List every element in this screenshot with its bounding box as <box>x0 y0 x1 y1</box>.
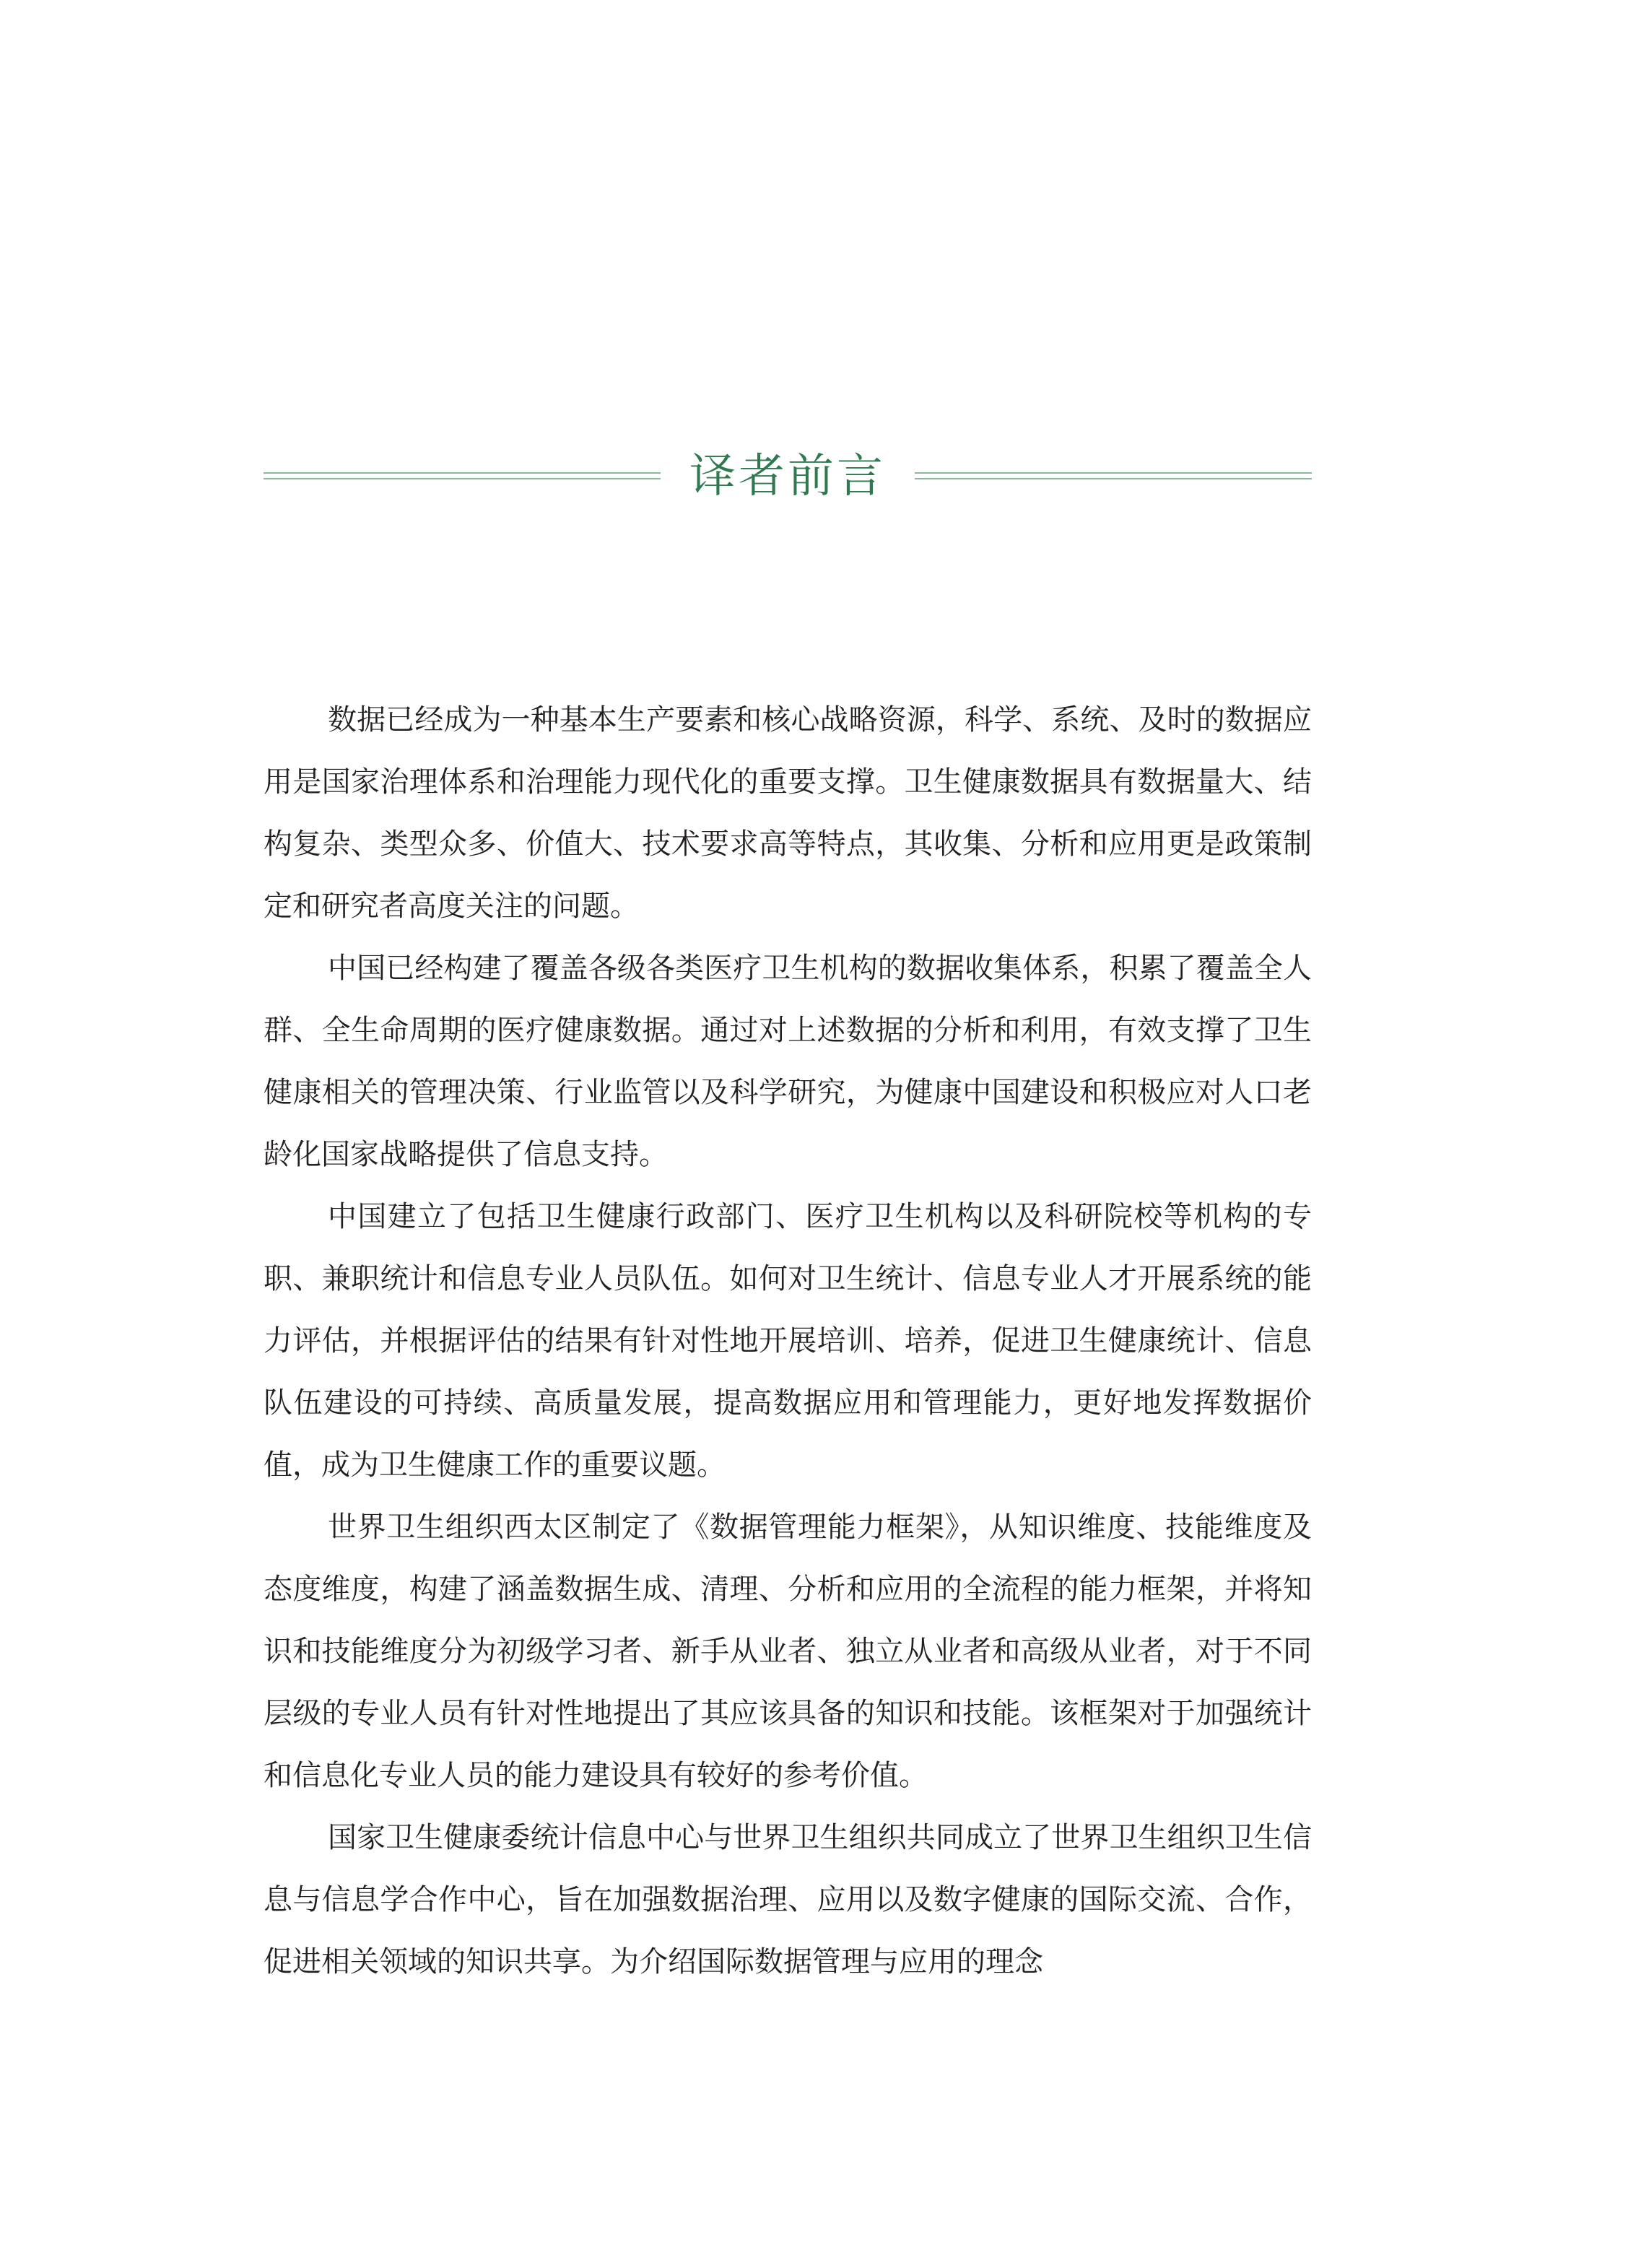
section-heading <box>264 440 1312 513</box>
paragraph-2: 中国已经构建了覆盖各级各类医疗卫生机构的数据收集体系，积累了覆盖全人群、全生命周期的医疗健康数据。通过对上述数据的分析和利用，有效支撑了卫生健康相关的管理决策、行业监管以及科学研究，为健康中国建设和积极应对人口老龄化国家战略提供了信息支持。 <box>264 952 1312 1171</box>
page-title: 译者前言 <box>689 450 886 503</box>
paragraph-1: 数据已经成为一种基本生产要素和核心战略资源，科学、系统、及时的数据应用是国家治理体系和治理能力现代化的重要支撑。卫生健康数据具有数据量大、结构复杂、类型众多、价值大、技术要求高等特点，其收集、分析和应用更是政策制定和研究者高度关注的问题。 <box>264 703 1312 923</box>
body-text <box>264 689 1312 1993</box>
paragraph-3: 中国建立了包括卫生健康行政部门、医疗卫生机构以及科研院校等机构的专职、兼职统计和信息专业人员队伍。如何对卫生统计、信息专业人才开展系统的能力评估，并根据评估的结果有针对性地开展培训、培养，促进卫生健康统计、信息队伍建设的可持续、高质量发展，提高数据应用和管理能力，更好地发挥数据价值，成为卫生健康工作的重要议题。 <box>264 1200 1312 1482</box>
heading-rule-right <box>915 472 1312 479</box>
paragraph-5: 国家卫生健康委统计信息中心与世界卫生组织共同成立了世界卫生组织卫生信息与信息学合作中心，旨在加强数据治理、应用以及数字健康的国际交流、合作，促进相关领域的知识共享。为介绍国际数据管理与应用的理念 <box>264 1821 1312 1978</box>
heading-rule-left <box>264 472 661 479</box>
paragraph-4: 世界卫生组织西太区制定了《数据管理能力框架》，从知识维度、技能维度及态度维度，构建了涵盖数据生成、清理、分析和应用的全流程的能力框架，并将知识和技能维度分为初级学习者、新手从业者、独立从业者和高级从业者，对于不同层级的专业人员有针对性地提出了其应该具备的知识和技能。该框架对于加强统计和信息化专业人员的能力建设具有较好的参考价值。 <box>264 1511 1312 1792</box>
